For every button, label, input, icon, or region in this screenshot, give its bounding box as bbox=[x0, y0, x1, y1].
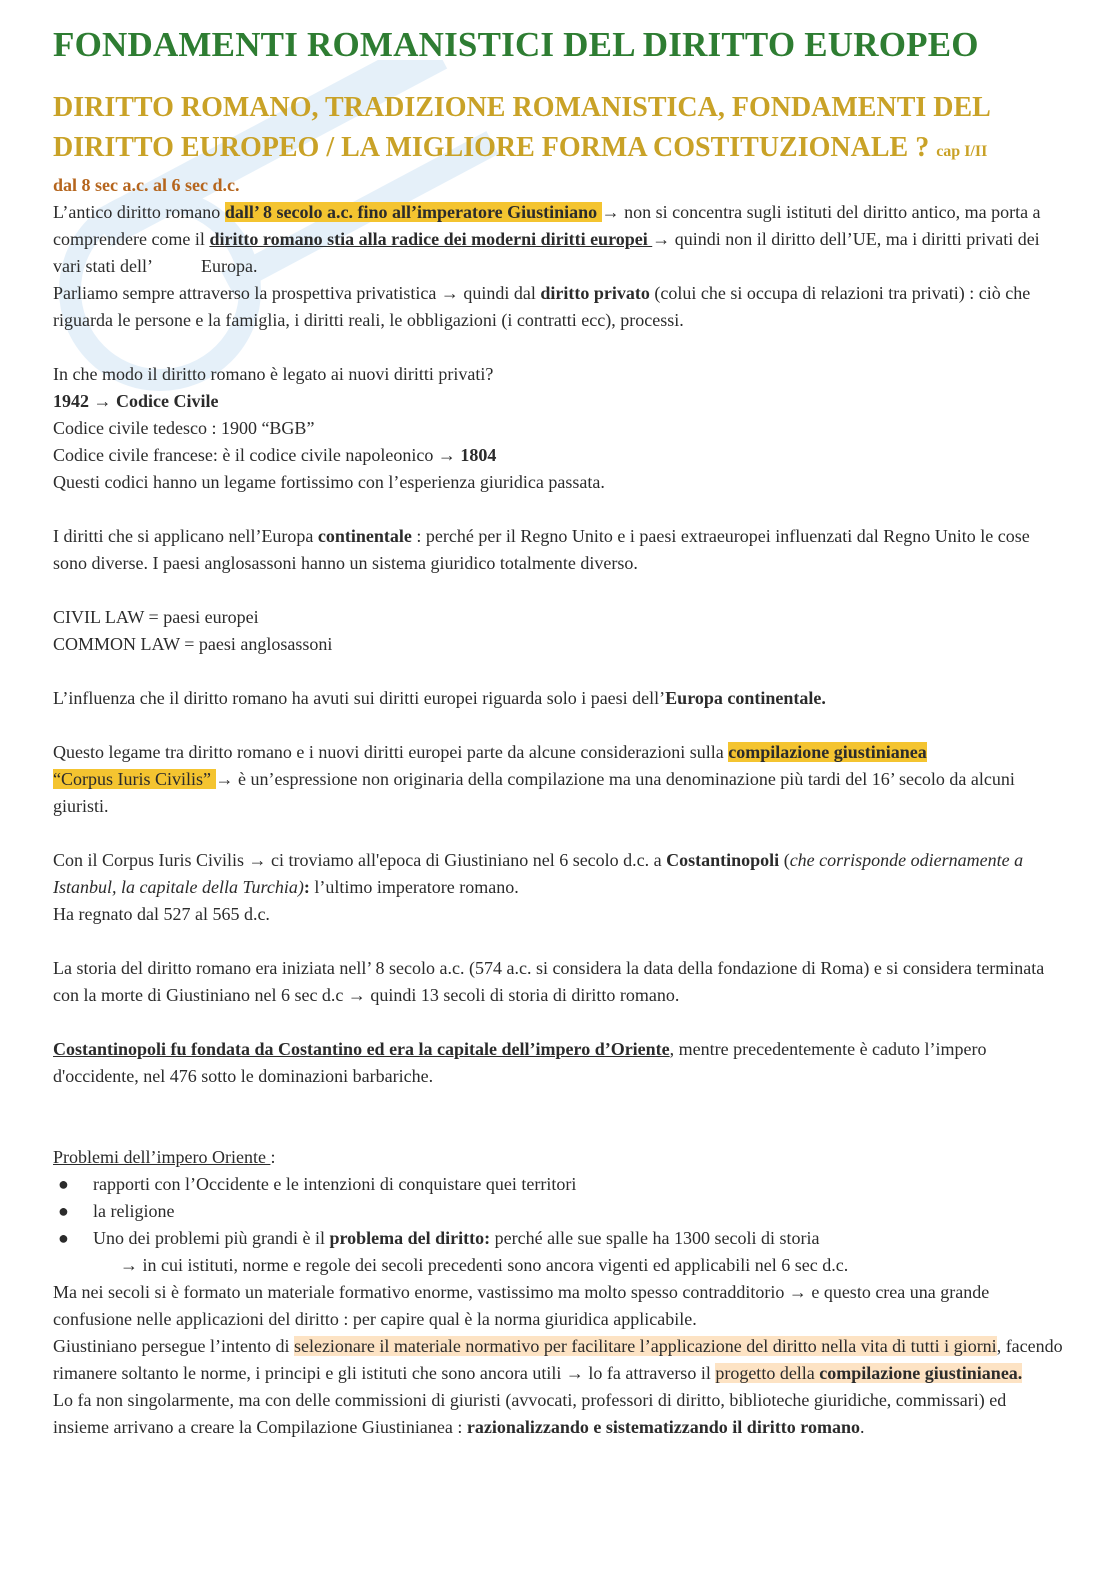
section-title bbox=[53, 88, 1063, 172]
problems-heading: Problemi dell’impero Oriente : bbox=[53, 1147, 276, 1167]
document-title: FONDAMENTI ROMANISTICI DEL DIRITTO EUROPEO bbox=[53, 25, 979, 64]
question: In che modo il diritto romano è legato ai nuovi diritti privati? bbox=[53, 364, 494, 384]
paragraph-constantinople: Con il Corpus Iuris Civilis → ci troviamo all'epoca di Giustiniano nel 6 secolo d.c. a Costantinopoli (che corrisponde odiernamente a Istanbul, la capitale della Turchia): l’ultimo imperatore romano. Ha regnato dal 527 al 565 d.c. bbox=[53, 850, 1024, 924]
paragraph-commissions: Lo fa non singolarmente, ma con delle commissioni di giuristi (avvocati, professori di diritto, biblioteche giuridiche, commissari) ed insieme arrivano a creare la Compilazione Giustinianea : razionalizzando e sistematizzando il diritto romano. bbox=[53, 1390, 1007, 1437]
civil-law-line: CIVIL LAW = paesi europei bbox=[53, 607, 259, 627]
paragraph-material: Ma nei secoli si è formato un materiale formativo enorme, vastissimo ma molto spesso contradditorio → e questo crea una grande confusione nelle applicazioni del diritto : per capire qual è la norma giuridica applicabile. bbox=[53, 1282, 990, 1329]
common-law-line: COMMON LAW = paesi anglosassoni bbox=[53, 634, 333, 654]
code-german: Codice civile tedesco : 1900 “BGB” bbox=[53, 418, 315, 438]
paragraph-continental: I diritti che si applicano nell’Europa continentale : perché per il Regno Unito e i paesi extraeuropei influenzati dal Regno Unito le cose sono diverse. I paesi anglosassoni hanno un sistema giuridico totalmente diverso. bbox=[53, 526, 1030, 573]
paragraph-private-law: Parliamo sempre attraverso la prospettiva privatistica → quindi dal diritto privato (colui che si occupa di relazioni tra privati) : ciò che riguarda le persone e la famiglia, i diritti reali, le obbligazioni (i contratti ecc), processi. bbox=[53, 283, 1031, 330]
problems-list bbox=[53, 1171, 1063, 1252]
paragraph-history: La storia del diritto romano era iniziata nell’ 8 secolo a.c. (574 a.c. si considera la data della fondazione di Roma) e si considera terminata con la morte di Giustiniano nel 6 sec d.c → quindi 13 secoli di storia di diritto romano. bbox=[53, 958, 1045, 1005]
code-french: Codice civile francese: è il codice civile napoleonico → 1804 bbox=[53, 445, 497, 465]
code-1942: 1942 → Codice Civile bbox=[53, 391, 219, 411]
paragraph-intro: L’antico diritto romano dall’ 8 secolo a.c. fino all’imperatore Giustiniano → non si concentra sugli istituti del diritto antico, ma porta a comprendere come il diritto romano stia alla radice dei moderni diritti europei → quindi non il diritto dell’UE, ma i diritti privati dei vari stati dell’ Europa. bbox=[53, 202, 1041, 276]
codes-note: Questi codici hanno un legame fortissimo con l’esperienza giuridica passata. bbox=[53, 472, 605, 492]
document-page bbox=[53, 24, 1063, 1441]
paragraph-influence: L’influenza che il diritto romano ha avuti sui diritti europei riguarda solo i paesi dell’Europa continentale. bbox=[53, 688, 826, 708]
section-title-text: DIRITTO ROMANO, TRADIZIONE ROMANISTICA, FONDAMENTI DEL DIRITTO EUROPEO / LA MIGLIORE FORMA COSTITUZIONALE ? bbox=[53, 92, 990, 163]
period-subtitle: dal 8 sec a.c. al 6 sec d.c. bbox=[53, 175, 240, 195]
chapter-ref: cap I/II bbox=[936, 143, 988, 160]
problem-continuation: → in cui istituti, norme e regole dei secoli precedenti sono ancora vigenti ed applicabili nel 6 sec d.c. bbox=[120, 1255, 849, 1275]
list-item: ● la religione bbox=[58, 1201, 175, 1221]
list-item: ● Uno dei problemi più grandi è il problema del diritto: perché alle sue spalle ha 1300 secoli di storia bbox=[58, 1228, 820, 1248]
paragraph-founding: Costantinopoli fu fondata da Costantino ed era la capitale dell’impero d’Oriente, mentre precedentemente è caduto l’impero d'occidente, nel 476 sotto le dominazioni barbariche. bbox=[53, 1039, 987, 1086]
paragraph-corpus: Questo legame tra diritto romano e i nuovi diritti europei parte da alcune considerazioni sulla compilazione giustinianea “Corpus Iuris Civilis” → è un’espressione non originaria della compilazione ma una denominazione più tardi del 16’ secolo da alcuni giuristi. bbox=[53, 742, 1015, 816]
list-item: ● rapporti con l’Occidente e le intenzioni di conquistare quei territori bbox=[58, 1174, 577, 1194]
paragraph-intent: Giustiniano persegue l’intento di selezionare il materiale normativo per facilitare l’applicazione del diritto nella vita di tutti i giorni, facendo rimanere soltanto le norme, i principi e gli istituti che sono ancora utili → lo fa attraverso il progetto della compilazione giustinianea. bbox=[53, 1336, 1063, 1383]
